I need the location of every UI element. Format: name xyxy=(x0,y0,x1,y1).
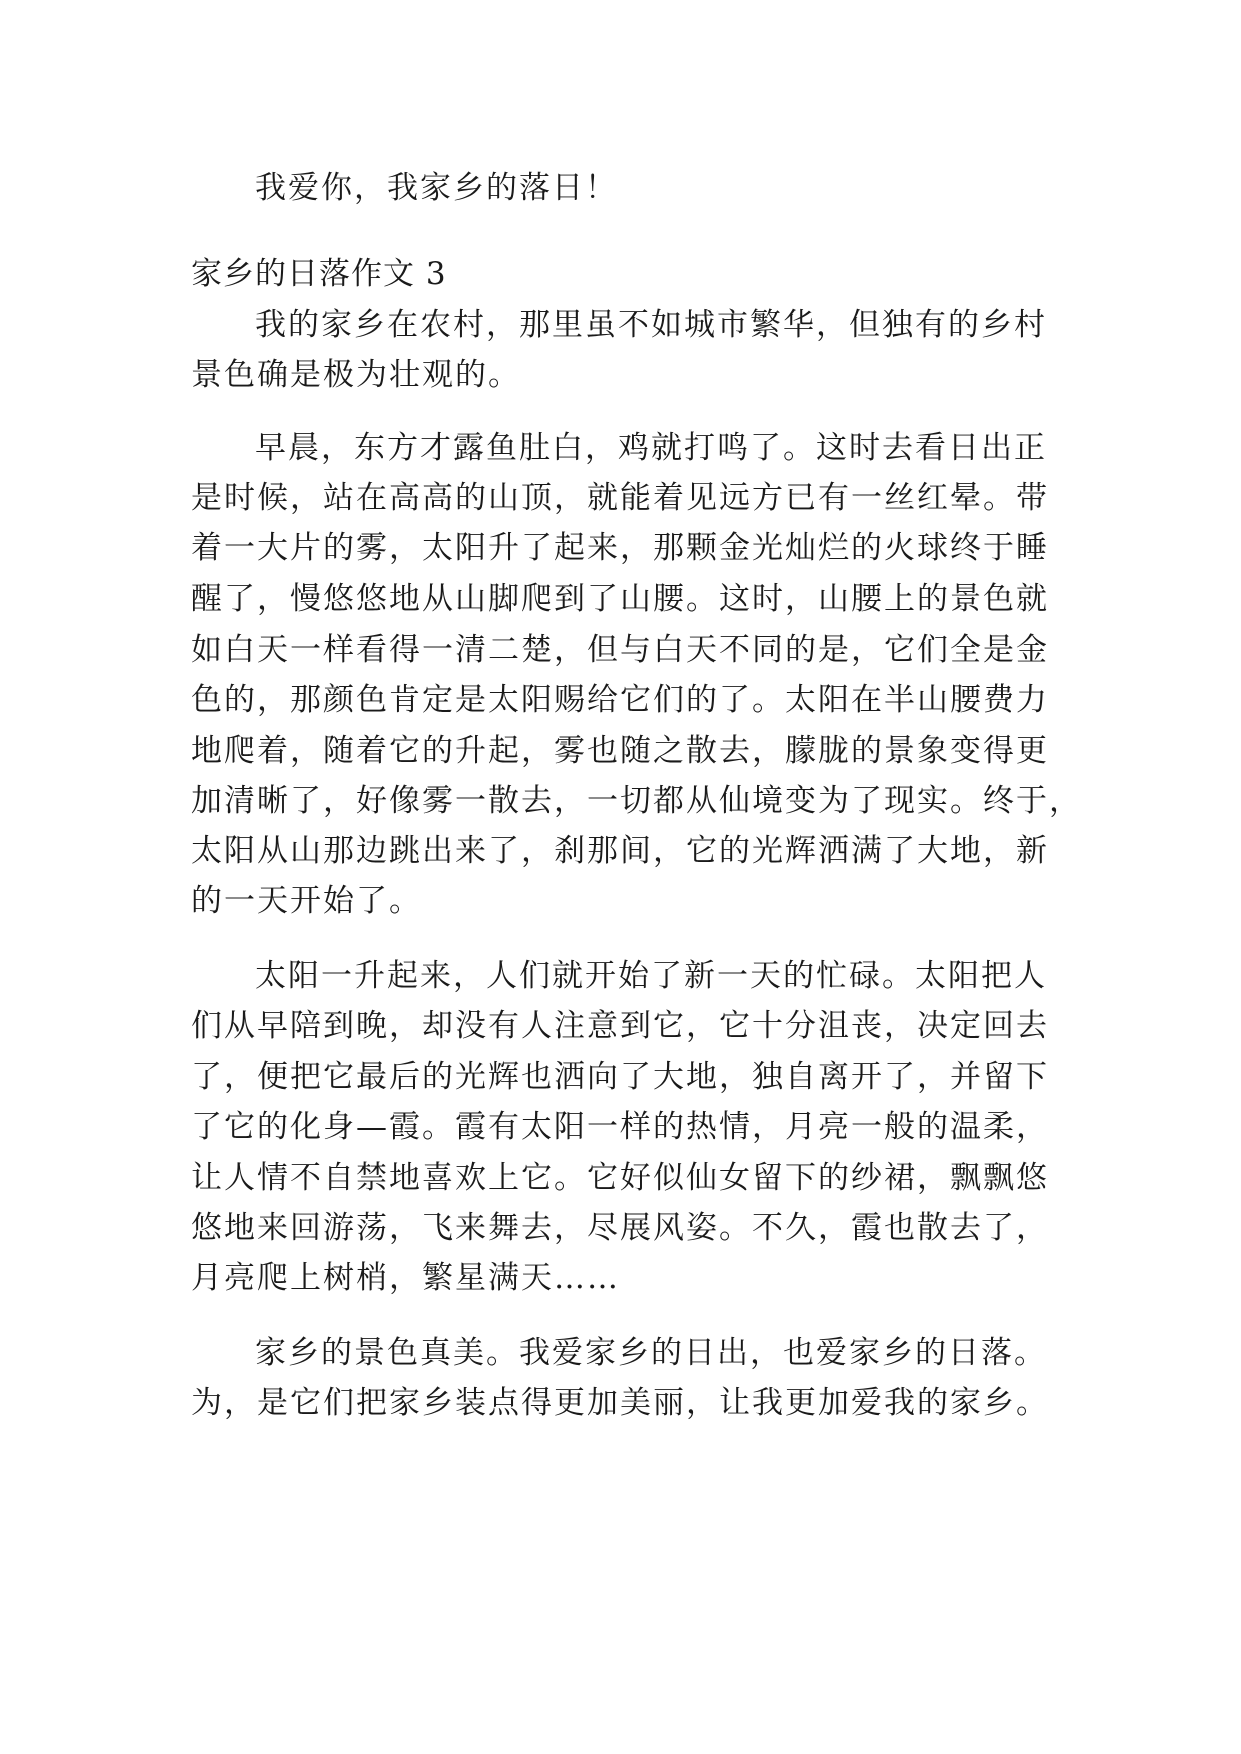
paragraph-3-line-2: 们从早陪到晚，却没有人注意到它，它十分沮丧，决定回去 xyxy=(191,1008,1049,1044)
paragraph-2-line-7: 地爬着，随着它的升起，雾也随之散去，朦胧的景象变得更 xyxy=(191,733,1049,769)
paragraph-2-line-3: 着一大片的雾，太阳升了起来，那颗金光灿烂的火球终于睡 xyxy=(191,530,1049,566)
paragraph-2-line-1: 早晨，东方才露鱼肚白，鸡就打鸣了。这时去看日出正 xyxy=(255,430,1047,466)
essay-title: 家乡的日落作文 3 xyxy=(191,256,447,292)
paragraph-2-line-9: 太阳从山那边跳出来了，刹那间，它的光辉洒满了大地，新 xyxy=(191,833,1049,869)
paragraph-2-line-4: 醒了，慢悠悠地从山脚爬到了山腰。这时，山腰上的景色就 xyxy=(191,581,1049,617)
paragraph-2-line-6: 色的，那颜色肯定是太阳赐给它们的了。太阳在半山腰费力 xyxy=(191,682,1049,718)
paragraph-2-line-10: 的一天开始了。 xyxy=(191,883,422,919)
paragraph-4-line-1: 家乡的景色真美。我爱家乡的日出，也爱家乡的日落。 xyxy=(255,1335,1047,1371)
paragraph-3-line-5: 让人情不自禁地喜欢上它。它好似仙女留下的纱裙，飘飘悠 xyxy=(191,1160,1049,1196)
paragraph-3-line-4: 了它的化身—霞。霞有太阳一样的热情，月亮一般的温柔， xyxy=(191,1109,1049,1145)
paragraph-4-line-2: 为，是它们把家乡装点得更加美丽，让我更加爱我的家乡。 xyxy=(191,1385,1049,1421)
paragraph-2-line-5: 如白天一样看得一清二楚，但与白天不同的是，它们全是金 xyxy=(191,632,1049,668)
closing-line: 我爱你，我家乡的落日！ xyxy=(255,170,618,206)
paragraph-1-line-1: 我的家乡在农村，那里虽不如城市繁华，但独有的乡村 xyxy=(255,307,1047,343)
paragraph-1-line-2: 景色确是极为壮观的。 xyxy=(191,357,521,393)
paragraph-3-line-6: 悠地来回游荡，飞来舞去，尽展风姿。不久，霞也散去了， xyxy=(191,1210,1049,1246)
paragraph-3-line-7: 月亮爬上树梢，繁星满天…… xyxy=(191,1260,620,1296)
paragraph-3-line-1: 太阳一升起来，人们就开始了新一天的忙碌。太阳把人 xyxy=(255,958,1047,994)
paragraph-3-line-3: 了，便把它最后的光辉也洒向了大地，独自离开了，并留下 xyxy=(191,1059,1049,1095)
paragraph-2-line-2: 是时候，站在高高的山顶，就能着见远方已有一丝红晕。带 xyxy=(191,480,1049,516)
paragraph-2-line-8: 加清晰了，好像雾一散去，一切都从仙境变为了现实。终于， xyxy=(191,783,1082,819)
